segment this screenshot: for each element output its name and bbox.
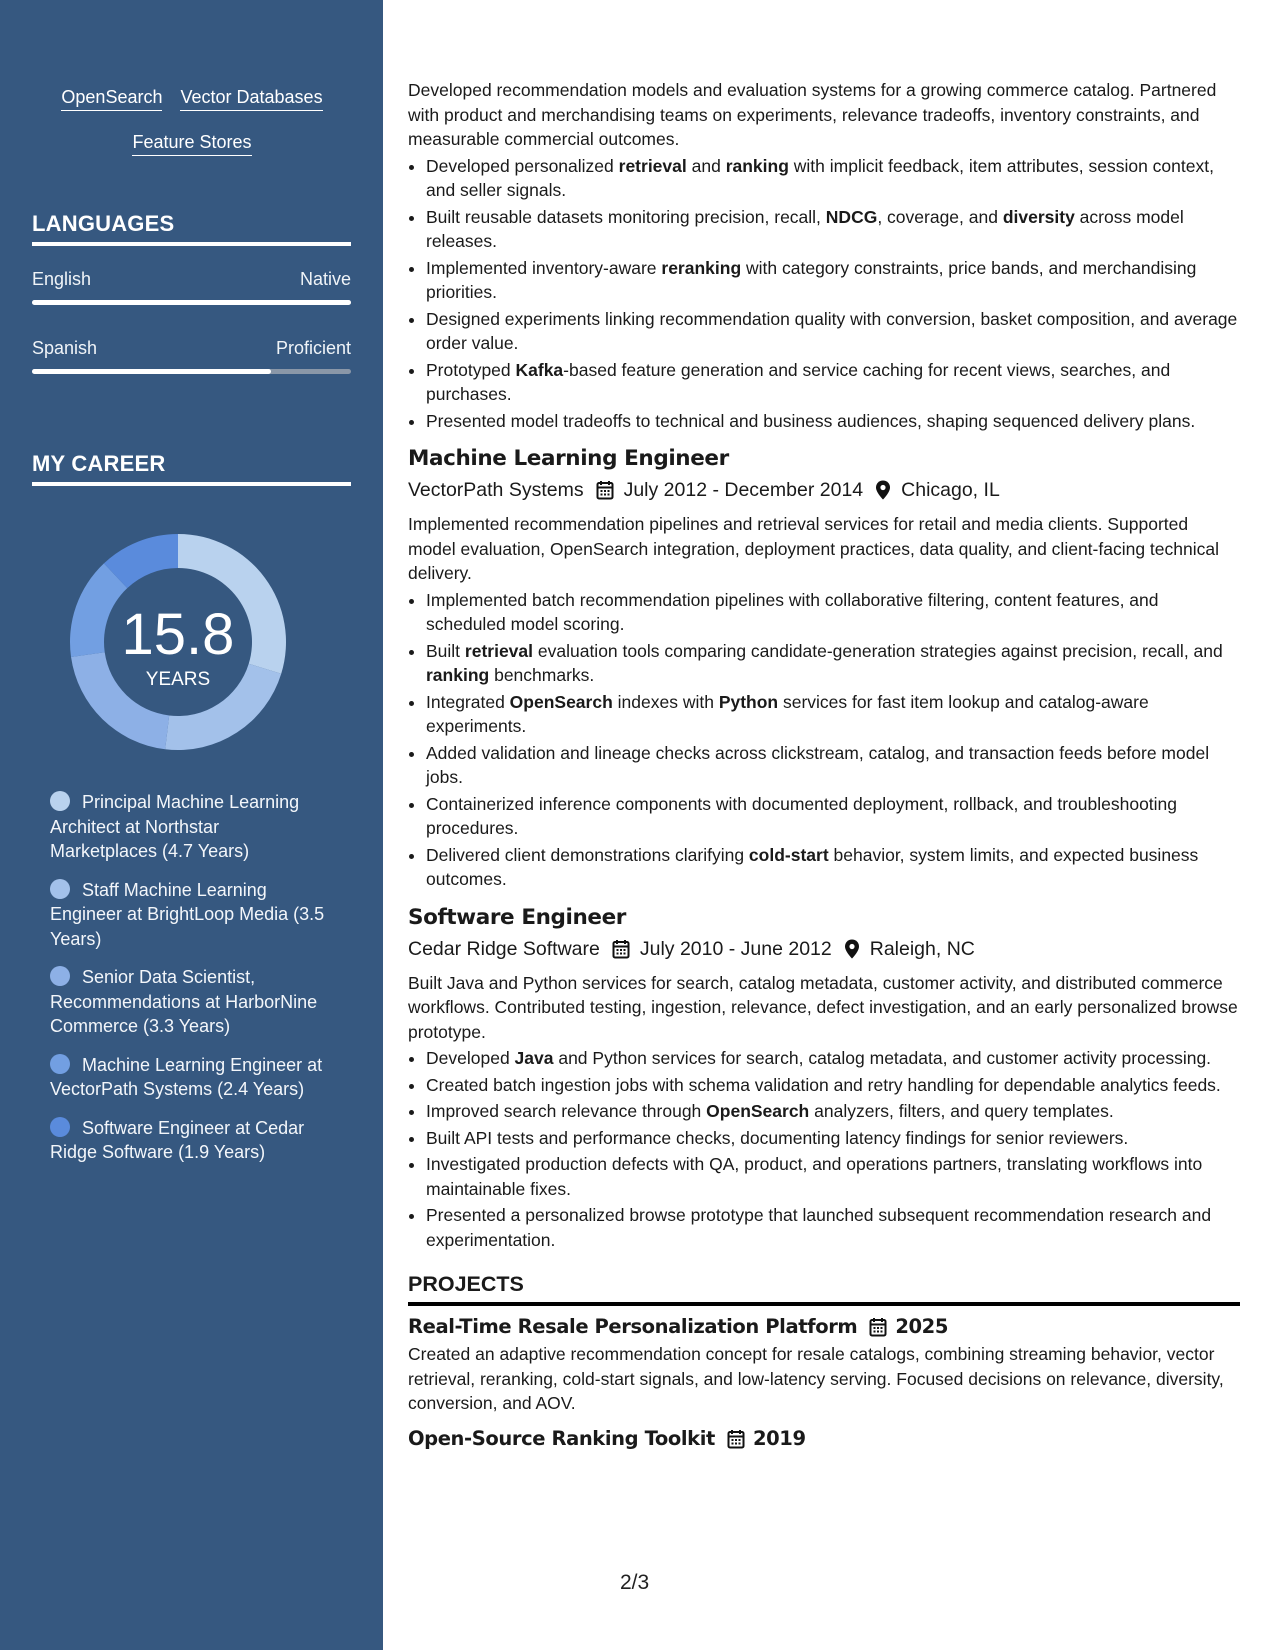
bullet-item: • Integrated OpenSearch indexes with Python services for fast item lookup and catalog-aware experiments.	[426, 690, 1240, 739]
career-legend-item	[50, 1116, 330, 1165]
legend-dot	[50, 1054, 70, 1074]
company-name: Cedar Ridge Software	[408, 937, 600, 960]
job-dates: July 2012 - December 2014	[623, 479, 864, 501]
career-legend-item	[50, 1053, 330, 1102]
skill-tag: Vector Databases	[180, 86, 322, 111]
bullet-item: • Delivered client demonstrations clarifying cold-start behavior, system limits, and expected business outcomes.	[426, 843, 1240, 892]
job-title: Machine Learning Engineer	[408, 446, 729, 471]
calendar-icon	[869, 1317, 887, 1337]
bullet-item: • Built reusable datasets monitoring precision, recall, NDCG, coverage, and diversity across model releases.	[426, 205, 1240, 254]
language-name: English	[32, 269, 92, 289]
career-legend-label: Machine Learning Engineer at VectorPath Systems (2.4 Years)	[50, 1054, 323, 1099]
language-proficiency-bar	[32, 369, 351, 374]
bullet-item: • Built API tests and performance checks, documenting latency findings for senior reviewers.	[426, 1126, 1240, 1151]
bullet-item: • Prototyped Kafka-based feature generation and service caching for recent views, searches, and purchases.	[426, 358, 1240, 407]
bullet-item: • Built retrieval evaluation tools comparing candidate-generation strategies against precision, recall, and ranking benchmarks.	[426, 639, 1240, 688]
career-legend-label: Senior Data Scientist, Recommendations at HarborNine Commerce (3.3 Years)	[50, 967, 318, 1036]
career-legend-label: Staff Machine Learning Engineer at BrightLoop Media (3.5 Years)	[50, 879, 325, 949]
bullet-item: • Containerized inference components with documented deployment, rollback, and troubleshooting procedures.	[426, 792, 1240, 841]
job-summary: Implemented recommendation pipelines and retrieval services for retail and media clients. Supported model evaluation, OpenSearch integration, deployment practices, data quality, and client-facing technical delivery.	[408, 514, 1219, 583]
legend-dot	[50, 791, 70, 811]
job-dates: July 2010 - June 2012	[639, 937, 832, 960]
project-title-row	[408, 1426, 1240, 1452]
bullet-item: • Designed experiments linking recommendation quality with conversion, basket composition, and average order value.	[426, 307, 1240, 356]
career-heading: MY CAREER	[32, 450, 351, 486]
page-number: 2/3	[620, 1571, 650, 1594]
calendar-icon	[612, 939, 630, 959]
career-legend	[50, 790, 330, 1179]
legend-dot	[50, 1117, 70, 1137]
job-summary: Built Java and Python services for search, catalog metadata, customer activity, and distributed commerce workflows. Contributed testing, ingestion, relevance, defect investigation, and an early personalized browse prototype.	[408, 972, 1238, 1042]
bullet-item: • Implemented batch recommendation pipelines with collaborative filtering, content features, and scheduled model scoring.	[426, 588, 1240, 637]
language-english	[32, 268, 351, 305]
job-meta	[408, 476, 1240, 504]
project-title: Real-Time Resale Personalization Platform	[408, 1315, 858, 1338]
language-level: Native	[299, 269, 351, 289]
sidebar	[0, 0, 383, 1650]
map-pin-icon	[875, 480, 891, 500]
languages-heading: LANGUAGES	[32, 210, 351, 246]
bullet-item: • Developed personalized retrieval and ranking with implicit feedback, item attributes, session context, and seller signals.	[426, 154, 1240, 203]
calendar-icon	[727, 1429, 745, 1449]
bullet-item: • Added validation and lineage checks across clickstream, catalog, and transaction feeds before model jobs.	[426, 741, 1240, 790]
job-bullets	[408, 1046, 1240, 1252]
bullet-item: • Implemented inventory-aware reranking with category constraints, price bands, and merchandising priorities.	[426, 256, 1240, 305]
main-content	[408, 78, 1240, 1452]
map-pin-icon	[844, 939, 860, 959]
job-summary: Developed recommendation models and evaluation systems for a growing commerce catalog. Partnered with product and merchandising teams on experiments, relevance tradeoffs, inventory constraints, and measurable commercial outcomes.	[408, 80, 1217, 149]
calendar-icon	[596, 480, 614, 500]
language-spanish	[32, 337, 351, 374]
language-proficiency-fill	[32, 369, 271, 374]
language-proficiency-bar	[32, 300, 351, 305]
job-bullets	[408, 154, 1240, 434]
career-legend-label: Principal Machine Learning Architect at Northstar Marketplaces (4.7 Years)	[50, 792, 300, 861]
skills-tags	[32, 86, 352, 176]
skill-tag: OpenSearch	[61, 86, 162, 111]
bullet-item: • Created batch ingestion jobs with schema validation and retry handling for dependable analytics feeds.	[426, 1073, 1240, 1098]
job-title: Software Engineer	[408, 904, 626, 930]
project-year: 2019	[752, 1426, 806, 1450]
career-legend-item	[50, 790, 330, 864]
project-title: Open-Source Ranking Toolkit	[408, 1426, 715, 1450]
language-proficiency-fill	[32, 300, 351, 305]
bullet-item: • Investigated production defects with QA, product, and operations partners, translating workflows into maintainable fixes.	[426, 1152, 1240, 1201]
skill-tag: Feature Stores	[132, 131, 251, 156]
language-name: Spanish	[32, 338, 98, 358]
career-legend-item	[50, 965, 330, 1039]
career-total: 15.8	[121, 602, 235, 667]
bullet-item: • Presented a personalized browse prototype that launched subsequent recommendation research and experimentation.	[426, 1203, 1240, 1252]
job-meta	[408, 935, 1240, 963]
job-location: Raleigh, NC	[869, 937, 975, 960]
company-name: VectorPath Systems	[408, 479, 584, 501]
career-legend-item	[50, 878, 330, 952]
project-description: Created an adaptive recommendation concept for resale catalogs, combining streaming behavior, vector retrieval, reranking, cold-start signals, and low-latency serving. Focused decisions on relevance, diversity, conversion, and AOV.	[408, 1344, 1224, 1413]
project-title-row	[408, 1314, 1240, 1340]
projects-heading: PROJECTS	[408, 1270, 1240, 1306]
legend-dot	[50, 966, 70, 986]
job-location: Chicago, IL	[901, 479, 1000, 501]
project-year: 2025	[895, 1315, 949, 1338]
bullet-item: • Presented model tradeoffs to technical and business audiences, shaping sequenced delivery plans.	[426, 409, 1240, 434]
bullet-item: • Improved search relevance through OpenSearch analyzers, filters, and query templates.	[426, 1099, 1240, 1124]
career-donut-chart	[63, 527, 293, 757]
career-legend-label: Software Engineer at Cedar Ridge Software (1.9 Years)	[50, 1117, 305, 1162]
bullet-item: • Developed Java and Python services for search, catalog metadata, and customer activity processing.	[426, 1046, 1240, 1071]
legend-dot	[50, 879, 70, 899]
career-unit: YEARS	[145, 669, 211, 690]
language-level: Proficient	[275, 338, 351, 358]
job-bullets	[408, 588, 1240, 892]
